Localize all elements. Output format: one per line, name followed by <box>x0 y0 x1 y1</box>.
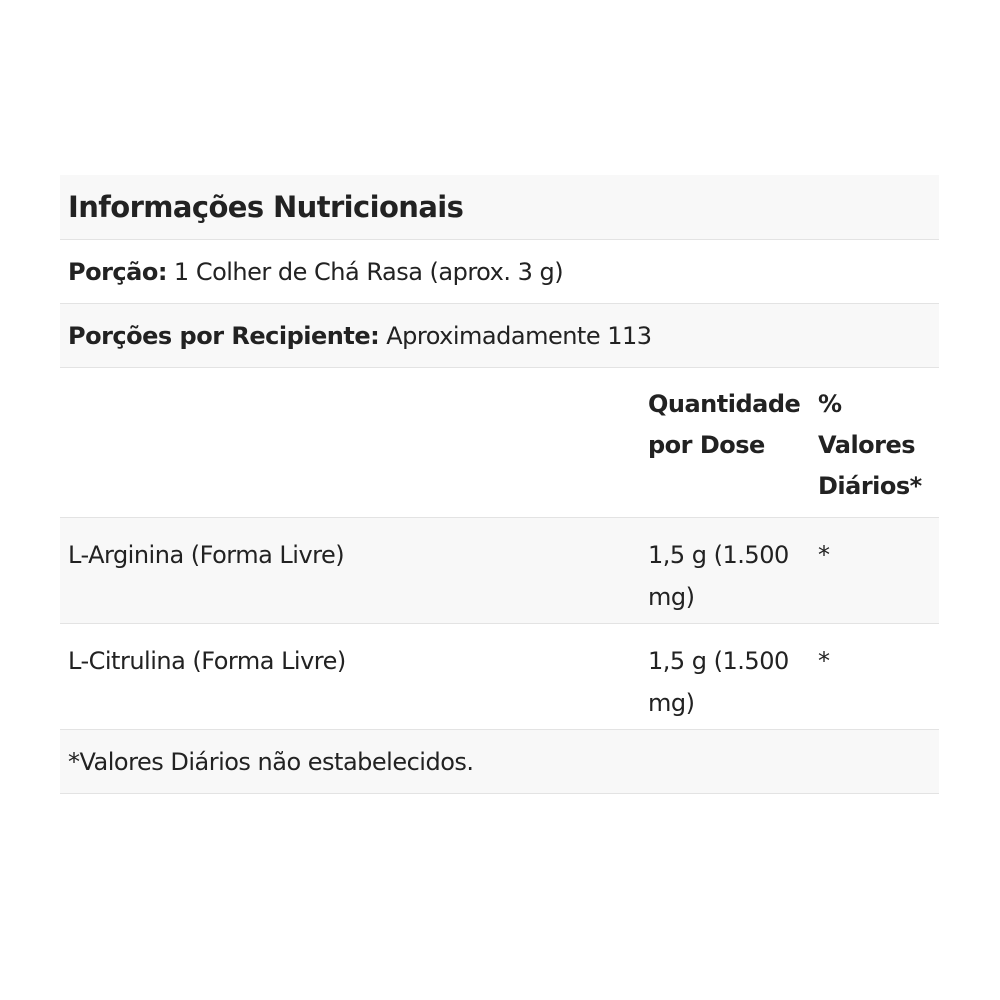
servings-row <box>60 304 939 368</box>
amount-header-line: Quantidade <box>648 390 801 418</box>
amount-per-serving-header <box>648 384 810 466</box>
amount-line: mg) <box>648 583 695 611</box>
table-header-row <box>60 368 939 518</box>
nutrient-daily-value: * <box>818 541 830 569</box>
nutrition-title-row <box>60 175 939 240</box>
footnote-row <box>60 730 939 794</box>
amount-line: 1,5 g (1.500 <box>648 541 789 569</box>
portion-value: 1 Colher de Chá Rasa (aprox. 3 g) <box>173 257 564 286</box>
dv-header-line: Diários* <box>818 472 922 500</box>
nutrition-title: Informações Nutricionais <box>68 190 464 224</box>
nutrient-amount <box>648 534 810 618</box>
daily-value-header <box>818 384 938 507</box>
nutrition-facts-panel <box>60 175 939 794</box>
servings-value: Aproximadamente 113 <box>386 321 652 350</box>
dv-header-line: Valores <box>818 431 916 459</box>
dv-header-line: % <box>818 390 842 418</box>
nutrient-amount <box>648 640 810 724</box>
table-row <box>60 624 939 730</box>
table-row <box>60 518 939 624</box>
portion-row <box>60 240 939 304</box>
amount-line: mg) <box>648 689 695 717</box>
nutrient-daily-value: * <box>818 647 830 675</box>
servings-label: Porções por Recipiente: <box>68 321 380 350</box>
amount-header-line: por Dose <box>648 431 765 459</box>
amount-line: 1,5 g (1.500 <box>648 647 789 675</box>
portion-label: Porção: <box>68 257 167 286</box>
nutrient-name: L-Citrulina (Forma Livre) <box>68 647 346 675</box>
footnote-text: *Valores Diários não estabelecidos. <box>68 747 474 776</box>
nutrient-name: L-Arginina (Forma Livre) <box>68 541 345 569</box>
